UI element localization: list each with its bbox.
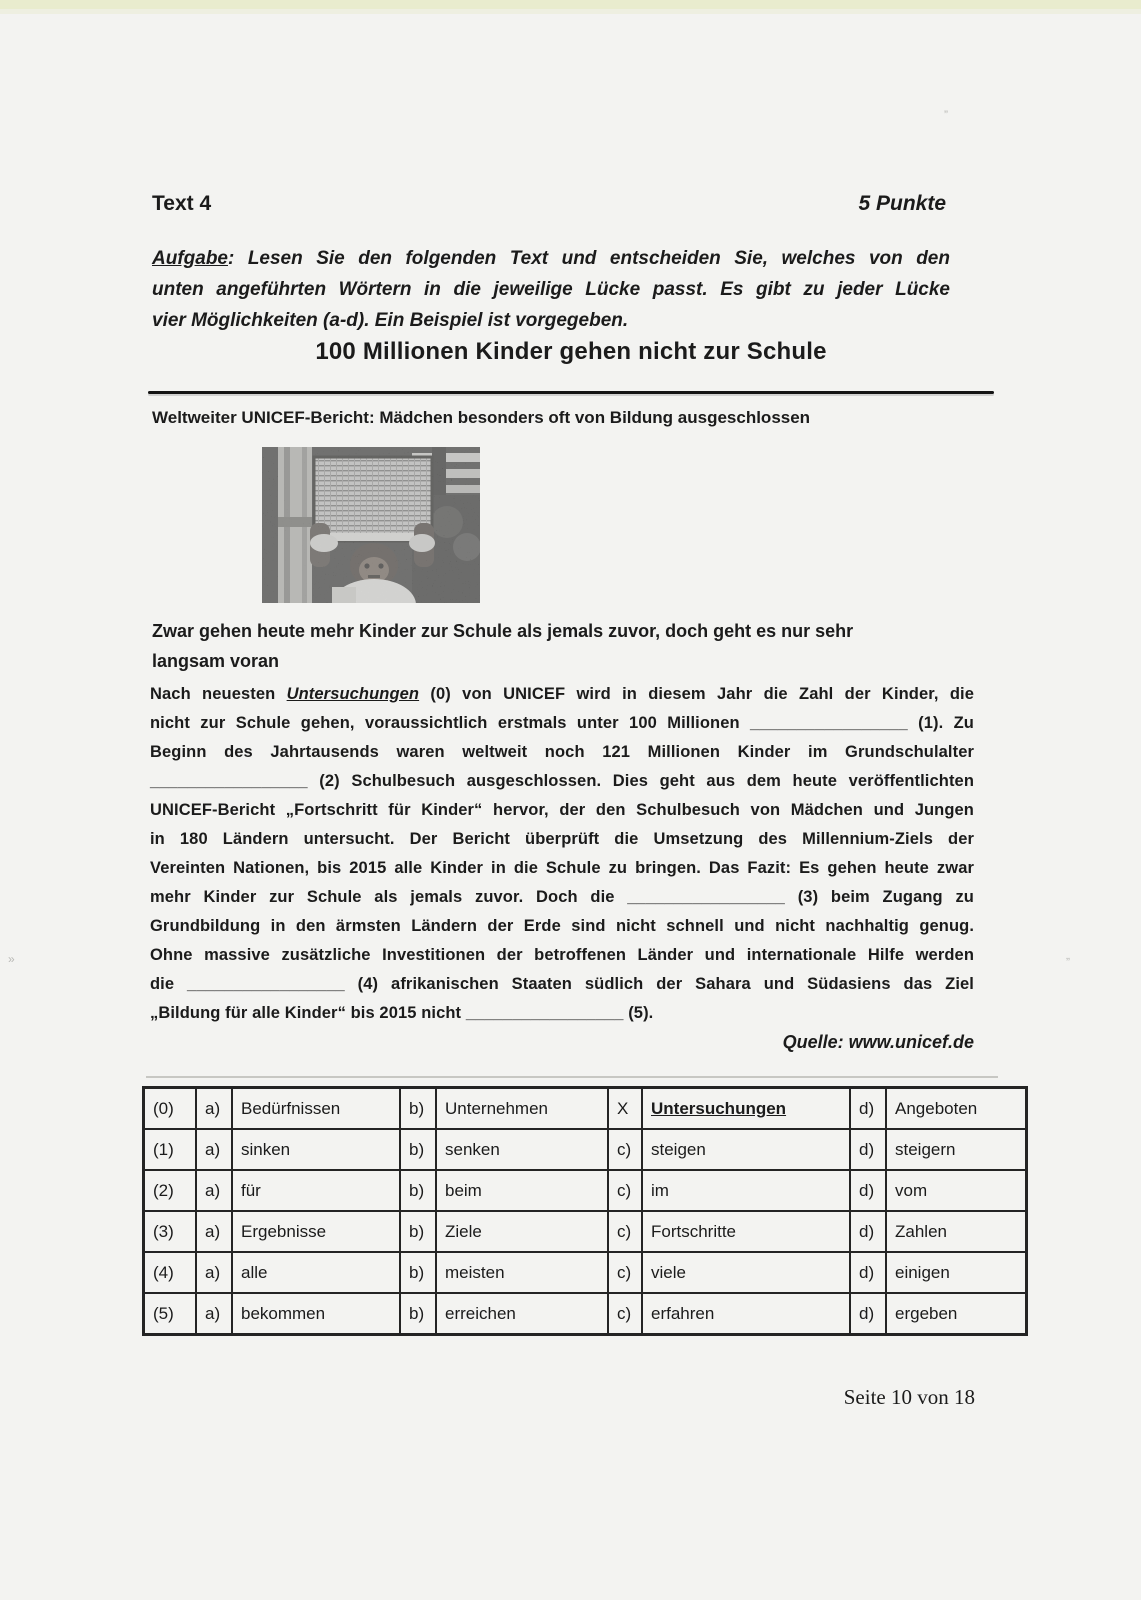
option-letter-cell: d): [850, 1129, 886, 1170]
scan-edge-strip-fade: [0, 9, 1141, 14]
options-table-wrapper: [142, 1086, 1028, 1336]
option-letter-cell: d): [850, 1088, 886, 1130]
title-divider-rule: [148, 391, 994, 394]
article-photo: [262, 447, 480, 603]
row-number-cell: (0): [144, 1088, 197, 1130]
body-line: [150, 738, 974, 767]
option-word-cell: Zahlen: [886, 1211, 1027, 1252]
text-segment: nicht zur Schule gehen, voraussichtlich erstmals unter 100 Millionen _________________ (1). Zu: [150, 714, 974, 732]
page-number-footer: Seite 10 von 18: [843, 1385, 975, 1409]
lead-line: Zwar gehen heute mehr Kinder zur Schule als jemals zuvor, doch geht es nur sehr: [152, 621, 854, 641]
text-segment: Vereinten Nationen, bis 2015 alle Kinder in die Schule zu bringen. Das Fazit: Es gehen heute zwar: [150, 859, 974, 877]
body-line: [150, 825, 974, 854]
text-segment: (0) von UNICEF wird in diesem Jahr die Zahl der Kinder, die: [419, 685, 974, 703]
option-word-cell: Untersuchungen: [642, 1088, 850, 1130]
table-row: [144, 1293, 1027, 1335]
body-line: [150, 941, 974, 970]
option-letter-cell: a): [196, 1170, 232, 1211]
scan-artifact: »: [8, 952, 15, 966]
option-word-cell: viele: [642, 1252, 850, 1293]
option-word-cell: für: [232, 1170, 400, 1211]
option-letter-cell: a): [196, 1088, 232, 1130]
option-letter-cell: a): [196, 1252, 232, 1293]
option-word-cell: ergeben: [886, 1293, 1027, 1335]
option-word-cell: steigen: [642, 1129, 850, 1170]
source-credit: Quelle: www.unicef.de: [782, 1032, 974, 1052]
option-word-cell: Ergebnisse: [232, 1211, 400, 1252]
option-word-cell: Unternehmen: [436, 1088, 608, 1130]
option-word-cell: bekommen: [232, 1293, 400, 1335]
text-segment: Ohne massive zusätzliche Investitionen der betroffenen Länder und internationale Hilfe werden: [150, 946, 974, 964]
text-segment: Nach neuesten: [150, 685, 287, 703]
text-segment: mehr Kinder zur Schule als jemals zuvor. Doch die _________________ (3) beim Zugang zu: [150, 888, 974, 906]
text-segment: Grundbildung in den ärmsten Ländern der Erde sind nicht schnell und nicht nachhaltig genug.: [150, 917, 974, 935]
row-number-cell: (5): [144, 1293, 197, 1335]
option-letter-cell: b): [400, 1211, 436, 1252]
table-row: [144, 1088, 1027, 1130]
option-word-cell: alle: [232, 1252, 400, 1293]
text-segment: : Lesen Sie den folgenden Text und entscheiden Sie, welches von den: [228, 248, 950, 269]
scan-edge-strip: [0, 0, 1141, 9]
body-line: [150, 767, 974, 796]
text-segment: UNICEF-Bericht „Fortschritt für Kinder“ hervor, der den Schulbesuch von Mädchen und Jungen: [150, 801, 974, 819]
option-letter-cell: c): [608, 1129, 642, 1170]
text-segment: in 180 Ländern untersucht. Der Bericht überprüft die Umsetzung des Millennium-Ziels der: [150, 830, 974, 848]
row-number-cell: (2): [144, 1170, 197, 1211]
option-letter-cell: c): [608, 1293, 642, 1335]
table-row: [144, 1211, 1027, 1252]
option-letter-cell: b): [400, 1170, 436, 1211]
text-number-label: Text 4: [152, 192, 212, 215]
body-line: [150, 883, 974, 912]
table-row: [144, 1170, 1027, 1211]
option-word-cell: meisten: [436, 1252, 608, 1293]
lead-line: langsam voran: [152, 651, 280, 671]
task-line: [152, 274, 950, 305]
row-number-cell: (1): [144, 1129, 197, 1170]
text-segment: „Bildung für alle Kinder“ bis 2015 nicht _________________ (5).: [150, 1004, 654, 1022]
option-letter-cell: d): [850, 1170, 886, 1211]
option-letter-cell: b): [400, 1293, 436, 1335]
option-letter-cell: d): [850, 1211, 886, 1252]
option-word-cell: Angeboten: [886, 1088, 1027, 1130]
option-letter-cell: a): [196, 1293, 232, 1335]
option-word-cell: vom: [886, 1170, 1027, 1211]
option-word-cell: Bedürfnissen: [232, 1088, 400, 1130]
option-letter-cell: b): [400, 1088, 436, 1130]
child-with-slate-image: [262, 447, 480, 603]
text-segment: _________________ (2) Schulbesuch ausgeschlossen. Dies geht aus dem heute veröffentlichten: [150, 772, 974, 790]
body-line: [150, 999, 974, 1028]
option-word-cell: sinken: [232, 1129, 400, 1170]
text-segment: Beginn des Jahrtausends waren weltweit noch 121 Millionen Kinder im Grundschulalter: [150, 743, 974, 761]
options-table: [142, 1086, 1028, 1336]
body-line: [150, 912, 974, 941]
body-line: [150, 796, 974, 825]
table-row: [144, 1252, 1027, 1293]
task-line: [152, 243, 950, 274]
option-word-cell: erreichen: [436, 1293, 608, 1335]
option-word-cell: Ziele: [436, 1211, 608, 1252]
points-label: 5 Punkte: [858, 192, 946, 215]
option-letter-cell: c): [608, 1252, 642, 1293]
option-word-cell: einigen: [886, 1252, 1027, 1293]
article-title: 100 Millionen Kinder gehen nicht zur Schule: [315, 338, 827, 365]
article-body: [150, 680, 974, 1028]
page-header: [152, 192, 946, 216]
option-letter-cell: a): [196, 1129, 232, 1170]
text-segment: vier Möglichkeiten (a-d). Ein Beispiel ist vorgegeben.: [152, 310, 629, 331]
scan-artifact: „: [1066, 948, 1070, 962]
body-line: [150, 680, 974, 709]
option-word-cell: erfahren: [642, 1293, 850, 1335]
article-lead: [152, 616, 972, 676]
option-word-cell: steigern: [886, 1129, 1027, 1170]
text-segment: die _________________ (4) afrikanischen Staaten südlich der Sahara und Südasiens das Ziel: [150, 975, 974, 993]
underlined-segment: Aufgabe: [152, 248, 228, 269]
table-row: [144, 1129, 1027, 1170]
option-letter-cell: d): [850, 1293, 886, 1335]
task-instruction: [152, 243, 950, 336]
option-letter-cell: X: [608, 1088, 642, 1130]
option-letter-cell: b): [400, 1252, 436, 1293]
body-line: [150, 709, 974, 738]
option-word-cell: beim: [436, 1170, 608, 1211]
scan-artifact: ”: [944, 108, 948, 122]
option-letter-cell: a): [196, 1211, 232, 1252]
body-line: [150, 854, 974, 883]
table-scan-ghost-line: [146, 1076, 998, 1078]
option-letter-cell: c): [608, 1211, 642, 1252]
option-letter-cell: b): [400, 1129, 436, 1170]
row-number-cell: (4): [144, 1252, 197, 1293]
option-letter-cell: d): [850, 1252, 886, 1293]
text-segment: unten angeführten Wörtern in die jeweilige Lücke passt. Es gibt zu jeder Lücke: [152, 279, 950, 300]
option-word-cell: Fortschritte: [642, 1211, 850, 1252]
option-letter-cell: c): [608, 1170, 642, 1211]
task-line: [152, 305, 950, 336]
option-word-cell: senken: [436, 1129, 608, 1170]
body-line: [150, 970, 974, 999]
article-subtitle: Weltweiter UNICEF-Bericht: Mädchen besonders oft von Bildung ausgeschlossen: [152, 408, 811, 427]
underlined-segment: Untersuchungen: [286, 685, 420, 703]
option-word-cell: im: [642, 1170, 850, 1211]
row-number-cell: (3): [144, 1211, 197, 1252]
